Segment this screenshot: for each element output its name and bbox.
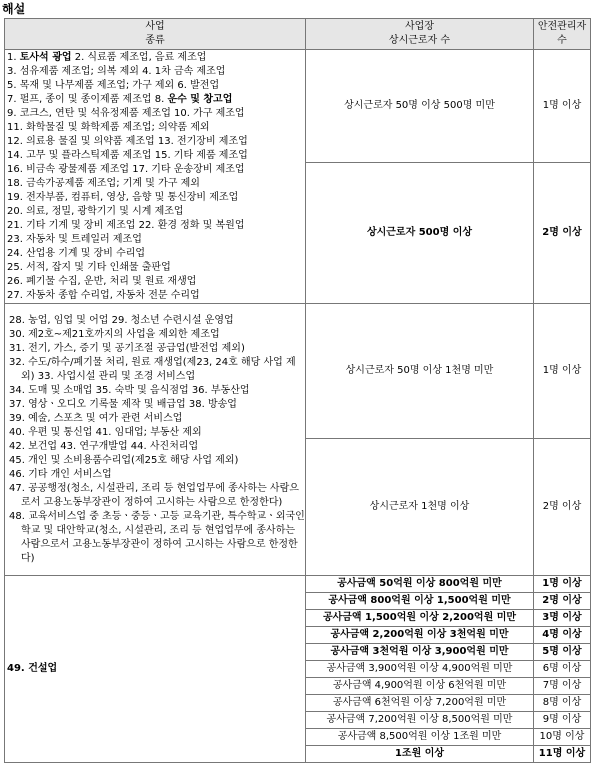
construction-managers: 2명 이상	[534, 593, 591, 610]
list-item: 45. 개인 및 소비용품수리업(제25호 해당 사업 제외)	[9, 454, 239, 466]
construction-amount: 공사금액 4,900억원 이상 6천억원 미만	[306, 678, 534, 695]
header-manager-count: 안전관리자 수	[534, 19, 591, 50]
construction-managers: 8명 이상	[534, 695, 591, 712]
construction-rows	[5, 576, 591, 763]
list-item: 42. 보건업 43. 연구개발업 44. 사진처리업	[9, 440, 199, 452]
construction-managers: 5명 이상	[534, 644, 591, 661]
construction-managers: 1명 이상	[534, 576, 591, 593]
construction-managers: 11명 이상	[534, 746, 591, 763]
list-item: 39. 예술, 스포츠 및 여가 관련 서비스업	[9, 412, 183, 424]
construction-managers: 6명 이상	[534, 661, 591, 678]
safety-manager-table	[4, 18, 591, 763]
list-item: 37. 영상ㆍ오디오 기록물 제작 및 배급업 38. 방송업	[9, 398, 237, 410]
construction-amount: 공사금액 3,900억원 이상 4,900억원 미만	[306, 661, 534, 678]
construction-managers: 4명 이상	[534, 627, 591, 644]
group1-business-list	[5, 50, 306, 304]
list-item: 24. 산업용 기계 및 장비 수리업	[7, 247, 146, 259]
group1-workers-a: 상시근로자 50명 이상 500명 미만	[306, 50, 534, 163]
list-item: 30. 제2호~제21호까지의 사업을 제외한 제조업	[9, 328, 220, 340]
construction-row	[5, 576, 591, 593]
list-item: 21. 기타 기계 및 장비 제조업 22. 환경 정화 및 복원업	[7, 219, 245, 231]
construction-amount: 공사금액 3천억원 이상 3,900억원 미만	[306, 644, 534, 661]
construction-label: 49. 건설업	[5, 576, 306, 763]
construction-amount: 공사금액 2,200억원 이상 3천억원 미만	[306, 627, 534, 644]
list-item: 32. 수도/하수/폐기물 처리, 원료 재생업(제23, 24호 해당 사업 제외) 33. 사업시설 관리 및 조경 서비스업	[9, 356, 296, 382]
construction-managers: 10명 이상	[534, 729, 591, 746]
construction-amount: 공사금액 1,500억원 이상 2,200억원 미만	[306, 610, 534, 627]
group2-workers-a: 상시근로자 50명 이상 1천명 미만	[306, 304, 534, 439]
group1-workers-b: 상시근로자 500명 이상	[306, 163, 534, 304]
list-item: 27. 자동차 종합 수리업, 자동차 전문 수리업	[7, 289, 200, 301]
list-item: 26. 폐기물 수집, 운반, 처리 및 원료 재생업	[7, 275, 197, 287]
list-item: 5. 목재 및 나무제품 제조업; 가구 제외 6. 발전업	[7, 79, 220, 91]
group1-managers-b: 2명 이상	[534, 163, 591, 304]
list-item: 34. 도매 및 소매업 35. 숙박 및 음식점업 36. 부동산업	[9, 384, 250, 396]
list-item: 23. 자동차 및 트레일러 제조업	[7, 233, 142, 245]
list-item: 16. 비금속 광물제품 제조업 17. 기타 운송장비 제조업	[7, 163, 245, 175]
list-item: 1. 토사석 광업 2. 식료품 제조업, 음료 제조업	[7, 51, 207, 63]
list-item: 9. 코크스, 연탄 및 석유정제품 제조업 10. 가구 제조업	[7, 107, 245, 119]
list-item: 7. 펄프, 종이 및 종이제품 제조업 8. 운수 및 창고업	[7, 93, 233, 105]
page-heading: 해설	[2, 2, 26, 16]
list-item: 11. 화학물질 및 화학제품 제조업; 의약품 제외	[7, 121, 210, 133]
list-item: 19. 전자부품, 컴퓨터, 영상, 음향 및 통신장비 제조업	[7, 191, 239, 203]
list-item: 28. 농업, 임업 및 어업 29. 청소년 수련시설 운영업	[9, 314, 234, 326]
list-item: 47. 공공행정(청소, 시설관리, 조리 등 현업업무에 종사하는 사람으로서 고용노동부장관이 정하여 고시하는 사람으로 한정한다)	[9, 482, 299, 508]
list-item: 46. 기타 개인 서비스업	[9, 468, 112, 480]
list-item: 14. 고무 및 플라스틱제품 제조업 15. 기타 제품 제조업	[7, 149, 248, 161]
list-item: 48. 교육서비스업 중 초등ㆍ중등ㆍ고등 교육기관, 특수학교ㆍ외국인학교 및 대안학교(청소, 시설관리, 조리 등 현업업무에 종사하는 사람으로서 고용노동부장관이 정하여 고시하는 사람으로 한정한다)	[9, 510, 305, 564]
construction-amount: 공사금액 7,200억원 이상 8,500억원 미만	[306, 712, 534, 729]
construction-managers: 3명 이상	[534, 610, 591, 627]
list-item: 25. 서적, 잡지 및 기타 인쇄물 출판업	[7, 261, 171, 273]
construction-amount: 공사금액 6천억원 이상 7,200억원 미만	[306, 695, 534, 712]
group2-workers-b: 상시근로자 1천명 이상	[306, 439, 534, 576]
construction-amount: 공사금액 50억원 이상 800억원 미만	[306, 576, 534, 593]
list-item: 20. 의료, 정밀, 광학기기 및 시계 제조업	[7, 205, 184, 217]
list-item: 40. 우편 및 통신업 41. 임대업; 부동산 제외	[9, 426, 202, 438]
construction-amount: 1조원 이상	[306, 746, 534, 763]
group1-row-a	[5, 50, 591, 163]
construction-managers: 7명 이상	[534, 678, 591, 695]
list-item: 18. 금속가공제품 제조업; 기계 및 가구 제외	[7, 177, 200, 189]
header-worker-count: 사업장 상시근로자 수	[306, 19, 534, 50]
group2-managers-a: 1명 이상	[534, 304, 591, 439]
header-business-type: 사업 종류	[5, 19, 306, 50]
group2-row-a	[5, 304, 591, 439]
group1-managers-a: 1명 이상	[534, 50, 591, 163]
table-header-row	[5, 19, 591, 50]
construction-amount: 공사금액 800억원 이상 1,500억원 미만	[306, 593, 534, 610]
list-item: 3. 섬유제품 제조업; 의복 제외 4. 1차 금속 제조업	[7, 65, 226, 77]
construction-managers: 9명 이상	[534, 712, 591, 729]
list-item: 12. 의료용 물질 및 의약품 제조업 13. 전기장비 제조업	[7, 135, 248, 147]
group2-managers-b: 2명 이상	[534, 439, 591, 576]
list-item: 31. 전기, 가스, 증기 및 공기조절 공급업(발전업 제외)	[9, 342, 245, 354]
construction-amount: 공사금액 8,500억원 이상 1조원 미만	[306, 729, 534, 746]
group2-business-list	[5, 304, 306, 576]
